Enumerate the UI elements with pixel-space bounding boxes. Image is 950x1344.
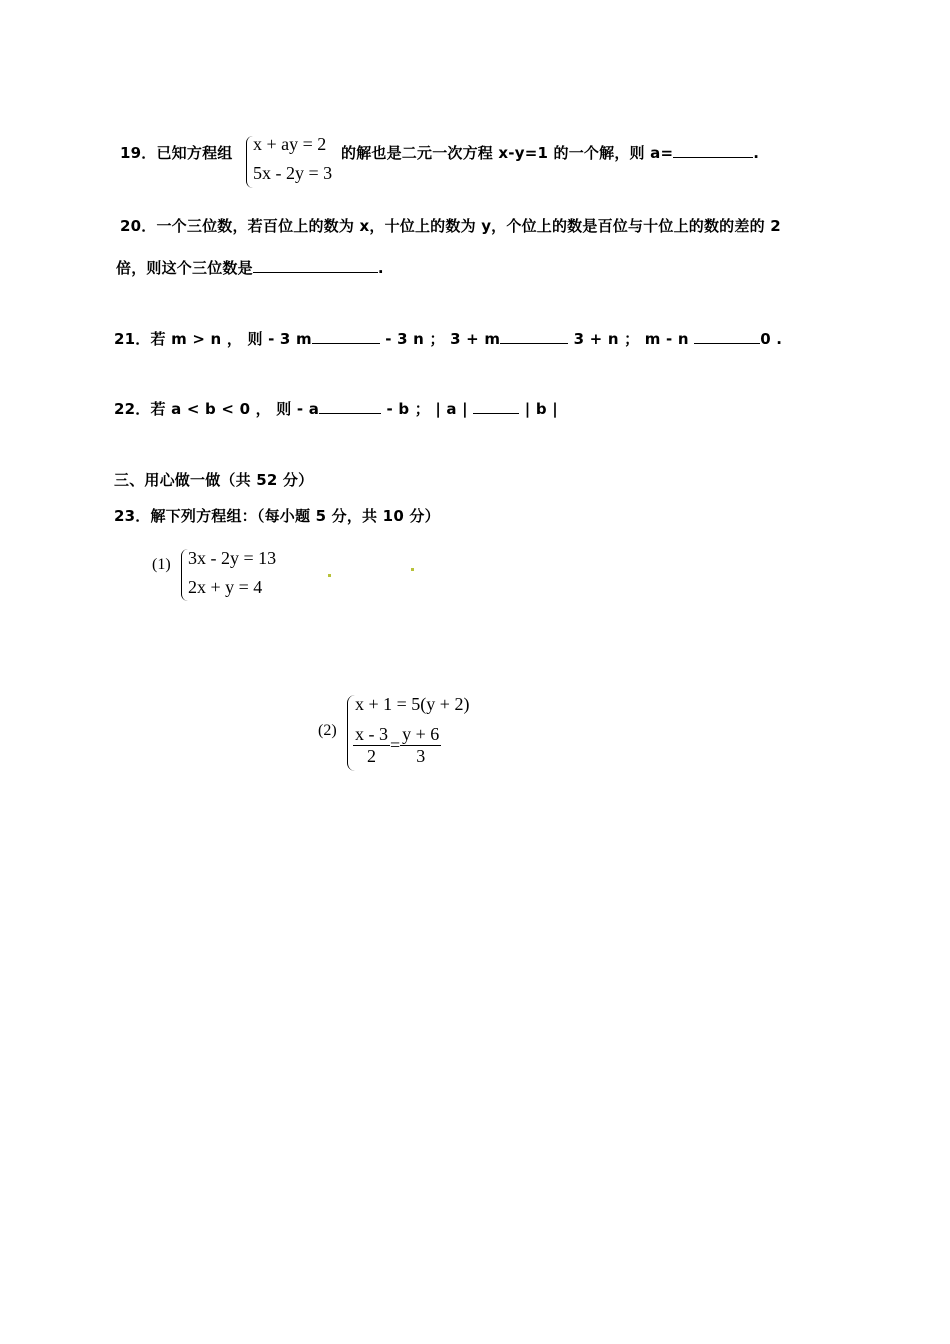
q23-p2-fraction-right [400,724,441,767]
q23-p1-equation-2: 2x + y = 4 [188,577,263,597]
q20-line-2-text: 倍，则这个三位数是 [116,259,253,277]
q19-equation-1: x + ay = 2 [253,134,327,154]
q23-title: 23．解下列方程组：（每小题 5 分，共 10 分） [114,507,440,525]
q22-part-a: 22．若 a < b < 0 ， 则 - a [114,400,320,418]
q23-p2-equals: = [390,735,401,755]
speck-2 [411,568,414,571]
q23-p1-equation-1: 3x - 2y = 13 [188,548,277,568]
q21-part-a: 21．若 m > n ， 则 - 3 m [114,330,312,348]
q22-line [114,398,558,419]
q23-p2-fraction-right-den: 3 [416,746,426,766]
q21-blank-3[interactable] [694,329,760,344]
q20-answer-blank[interactable] [253,258,378,273]
q23-p2-fraction-left [353,724,390,767]
q20-line-1: 20．一个三位数，若百位上的数为 x，十位上的数为 y，个位上的数是百位与十位上的数的差的 2 [120,217,781,235]
q22-blank-1[interactable] [319,399,381,414]
q23-p1-brace [181,549,188,601]
q23-p2-fraction-left-num: x - 3 [355,724,388,744]
q23-p2-equation-2 [353,724,441,767]
q23-p2-equation-1: x + 1 = 5(y + 2) [355,694,470,714]
speck-1 [328,574,331,577]
q23-p1-label: (1) [152,556,171,573]
q19-brace [246,136,253,188]
q22-blank-2[interactable] [473,399,519,414]
q19-end: . [753,144,760,162]
q21-line [114,328,782,349]
q23-p2-fraction-left-den: 2 [367,746,376,766]
q21-blank-1[interactable] [312,329,380,344]
q19-prefix: 19．已知方程组 [120,144,233,162]
q19-answer-blank[interactable] [673,143,753,158]
q22-part-b: - b ； | a | [386,400,468,418]
q21-part-c: 3 + n ； m - n [573,330,689,348]
q22-part-c: | b | [524,400,558,418]
q21-part-d: 0 . [760,330,783,348]
q20-line-2 [116,257,384,278]
q23-p2-fraction-right-num: y + 6 [402,724,440,744]
q23-p2-label: (2) [318,722,337,739]
section-3-title: 三、用心做一做（共 52 分） [114,471,314,489]
q19-suffix-text: 的解也是二元一次方程 x-y=1 的一个解，则 a= [341,144,674,162]
q20-end: . [377,259,384,277]
q19-equation-2: 5x - 2y = 3 [253,163,333,183]
q21-part-b: - 3 n ； 3 + m [385,330,501,348]
q21-blank-2[interactable] [500,329,568,344]
q19-suffix [341,142,759,163]
